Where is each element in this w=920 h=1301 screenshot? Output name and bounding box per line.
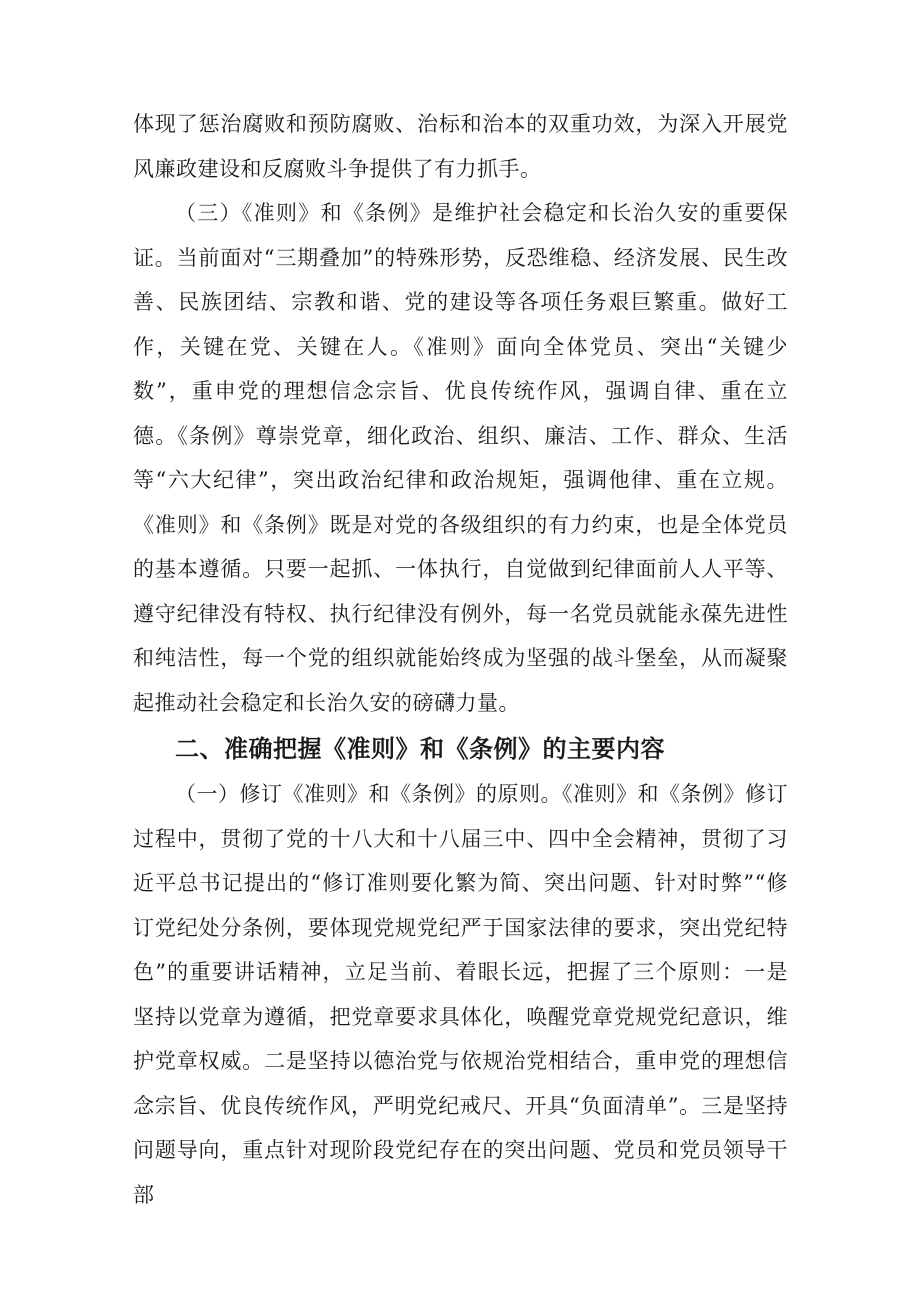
paragraph-section-three: （三）《准则》和《条例》是维护社会稳定和长治久安的重要保证。当前面对“三期叠加”的特殊形势，反恐维稳、经济发展、民生改善、民族团结、宗教和谐、党的建设等各项任务艰巨繁重。做好工作，关键在党、关键在人。《准则》面向全体党员、突出“关键少数”，重申党的理想信念宗旨、优良传统作风，强调自律、重在立德。《条例》尊崇党章，细化政治、组织、廉洁、工作、群众、生活等“六大纪律”，突出政治纪律和政治规矩，强调他律、重在立规。《准则》和《条例》既是对党的各级组织的有力约束，也是全体党员的基本遵循。只要一起抓、一体执行，自觉做到纪律面前人人平等、遵守纪律没有特权、执行纪律没有例外，每一名党员就能永葆先进性和纯洁性，每一个党的组织就能始终成为坚强的战斗堡垒，从而凝聚起推动社会稳定和长治久安的磅礴力量。 <box>133 201 788 715</box>
section-heading-two: 二、准确把握《准则》和《条例》的主要内容 <box>175 735 665 763</box>
paragraph-continuation: 体现了惩治腐败和预防腐败、治标和治本的双重功效，为深入开展党风廉政建设和反腐败斗争提供了有力抓手。 <box>133 112 788 181</box>
paragraph-subsection-one: （一）修订《准则》和《条例》的原则。《准则》和《条例》修订过程中，贯彻了党的十八大和十八届三中、四中全会精神，贯彻了习近平总书记提出的“修订准则要化繁为简、突出问题、针对时弊”“修订党纪处分条例，要体现党规党纪严于国家法律的要求，突出党纪特色”的重要讲话精神，立足当前、着眼长远，把握了三个原则：一是坚持以党章为遵循，把党章要求具体化，唤醒党章党规党纪意识，维护党章权威。二是坚持以德治党与依规治党相结合，重申党的理想信念宗旨、优良传统作风，严明党纪戒尺、开具“负面清单”。三是坚持问题导向，重点针对现阶段党纪存在的突出问题、党员和党员领导干部 <box>133 782 788 1207</box>
document-page <box>133 102 788 1217</box>
